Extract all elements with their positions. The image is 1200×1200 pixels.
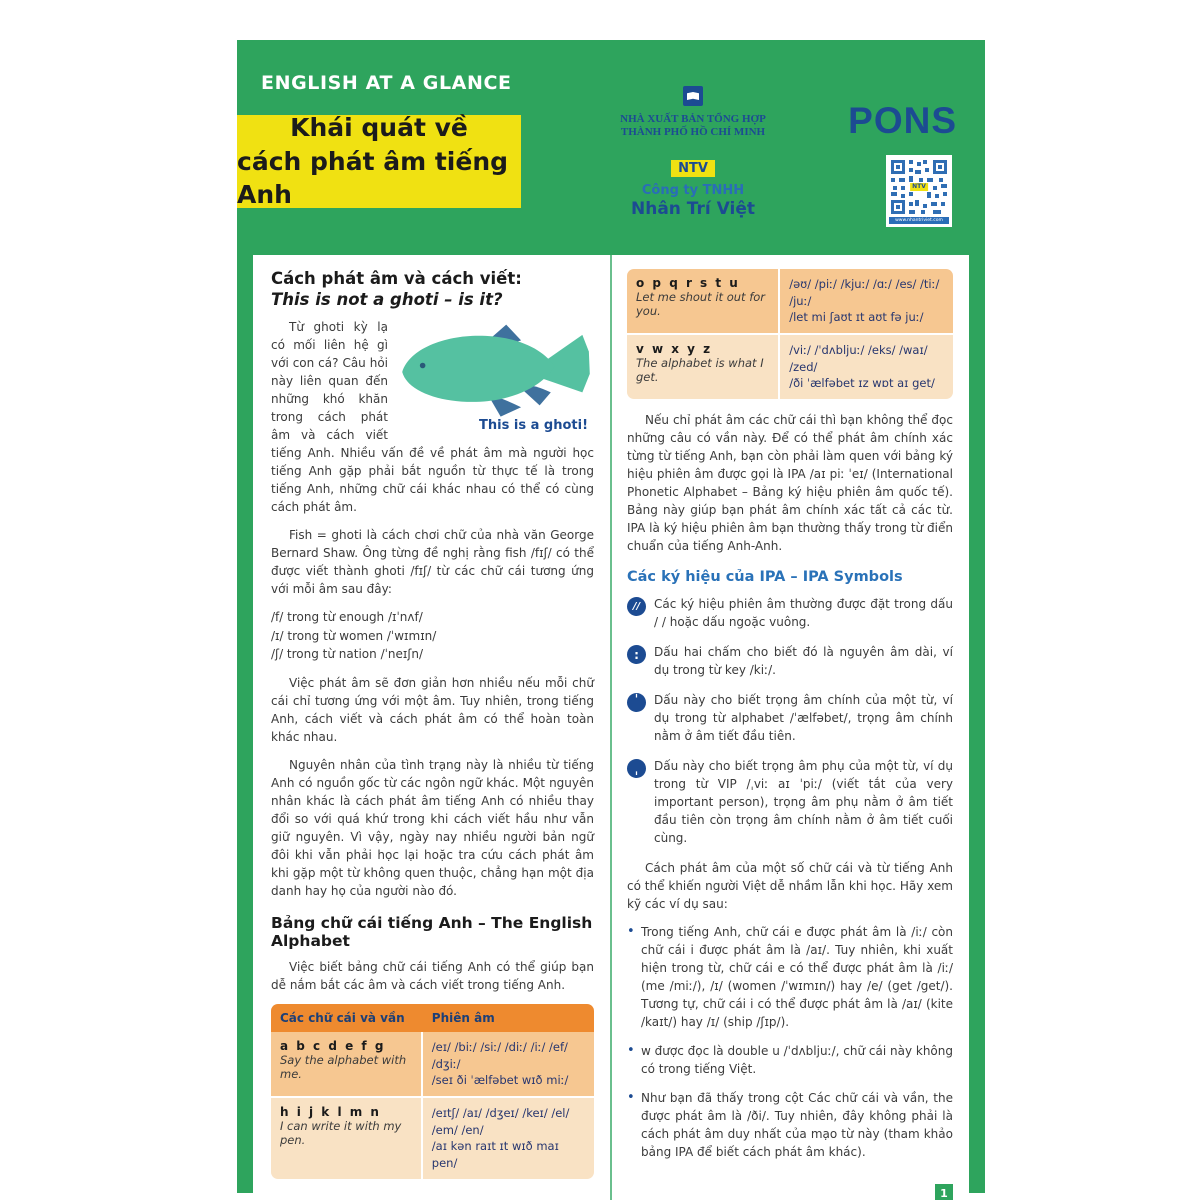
ipa-cell-line1: /eɪtʃ/ /aɪ/ /dʒeɪ/ /keɪ/ /el/ /em/ /en/ bbox=[431, 1106, 570, 1137]
ipa-symbol-item bbox=[627, 757, 953, 847]
bullet-item bbox=[627, 1089, 953, 1161]
qr-ntv-badge: NTV bbox=[912, 182, 926, 190]
confusion-paragraph: Cách phát âm của một số chữ cái và từ tiếng Anh có thể khiến người Việt dễ nhầm lẫn khi học. Hãy xem kỹ các ví dụ sau: bbox=[627, 861, 953, 912]
sentence-cell: I can write it with my pen. bbox=[280, 1119, 402, 1148]
ipa-cell-line1: /viː/ /ˈdʌbljuː/ /eks/ /waɪ/ /zed/ bbox=[789, 343, 928, 374]
bullet-icon: • bbox=[627, 1090, 635, 1106]
company-name: Nhân Trí Việt bbox=[630, 199, 756, 219]
publisher-name-line2: THÀNH PHỐ HỒ CHÍ MINH bbox=[620, 126, 766, 138]
letters-cell: v w x y z bbox=[636, 342, 713, 357]
bullet-text: Trong tiếng Anh, chữ cái e được phát âm là /iː/ còn chữ cái i được phát âm là /aɪ/. Tuy nhiên, khi xuất hiện trong từ, chữ cái e có thể được phát âm là /iː/ (me /miː/), /ɪ/ (women /ˈwɪmɪn/) hay /e/ (get /get/). Tương tự, chữ cái i có thể được phát âm là /aɪ/ (kite /kaɪt/) hay /ɪ/ (ship /ʃɪp/). bbox=[641, 925, 953, 1030]
table-row bbox=[627, 335, 953, 399]
qr-code bbox=[886, 155, 952, 227]
table-row bbox=[271, 1098, 594, 1179]
left-paragraph-2: Fish = ghoti là cách chơi chữ của nhà văn George Bernard Shaw. Ông từng đề nghị rằng fish /fɪʃ/ có thể được viết thành ghoti /fɪʃ/ từ các chữ cái tương ứng với mỗi âm sau đây: bbox=[271, 528, 594, 597]
bullet-item bbox=[627, 1042, 953, 1078]
ipa-cell-line2: /ði ˈælfəbet ɪz wɒt aɪ get/ bbox=[789, 376, 935, 391]
series-title: ENGLISH AT A GLANCE bbox=[261, 72, 512, 94]
main-title-box bbox=[237, 112, 521, 210]
ipa-symbol-text: Dấu này cho biết trọng âm chính của một từ, ví dụ trong từ alphabet /ˈælfəbet/, trọng âm chính nằm ở âm tiết đầu tiên. bbox=[654, 693, 953, 744]
left-paragraph-5: Việc biết bảng chữ cái tiếng Anh có thể giúp bạn dễ nắm bắt các âm và cách viết trong tiếng Anh. bbox=[271, 960, 594, 993]
fish-caption: This is a ghoti! bbox=[479, 418, 588, 434]
company-type: Công ty TNHH bbox=[641, 183, 745, 198]
ipa-symbol-text: Dấu này cho biết trọng âm phụ của một từ, ví dụ trong từ VIP /ˌviː aɪ ˈpiː/ (viết tắt của very important person), trọng âm phụ nằm ở âm tiết đầu tiên còn trọng âm chính nằm ở âm tiết cuối cùng. bbox=[654, 759, 953, 846]
fish-icon bbox=[398, 320, 594, 424]
slashes-symbol-icon: // bbox=[627, 597, 646, 616]
page-number-badge: 1 bbox=[935, 1184, 953, 1200]
table-row bbox=[271, 1032, 594, 1098]
left-heading bbox=[271, 269, 594, 310]
table-col1-header: Các chữ cái và vần bbox=[271, 1004, 423, 1032]
ipa-cell-line1: /əʊ/ /piː/ /kjuː/ /ɑː/ /es/ /tiː/ /juː/ bbox=[789, 277, 940, 308]
ipa-symbols-heading: Các ký hiệu của IPA – IPA Symbols bbox=[627, 569, 903, 586]
publisher-block bbox=[582, 86, 804, 219]
left-paragraph-3: Việc phát âm sẽ đơn giản hơn nhiều nếu mỗi chữ cái chỉ tương ứng với một âm. Tuy nhiên, trong tiếng Anh, cách viết và cách phát âm có thể hoàn toàn khác nhau. bbox=[271, 676, 594, 745]
primary-stress-symbol-icon: ˈ bbox=[627, 693, 646, 712]
phonetic-example: /ɪ/ trong từ women /ˈwɪmɪn/ bbox=[271, 628, 437, 643]
content-area bbox=[253, 255, 969, 1200]
ipa-cell-line1: /eɪ/ /biː/ /siː/ /diː/ /iː/ /ef/ /dʒiː/ bbox=[431, 1040, 568, 1071]
left-paragraph-4: Nguyên nhân của tình trạng này là nhiều từ tiếng Anh có nguồn gốc từ các ngôn ngữ khác. Một nguyên nhân khác là cách phát âm tiếng Anh có nhiều thay đổi so với quá khứ trong khi cách viết hầu như vẫn giữ nguyên. Vì vậy, ngày nay nhiều người bản ngữ đôi khi vẫn phải học lại hoặc tra cứu cách phát âm khi gặp một từ không quen thuộc, chẳng hạn một địa danh hay họ của người nào đó. bbox=[271, 758, 594, 899]
main-title-line1: Khái quát về bbox=[290, 112, 468, 142]
bullet-text: w được đọc là double u /ˈdʌbljuː/, chữ cái này không có trong tiếng Việt. bbox=[641, 1044, 953, 1077]
left-heading-line2: This is not a ghoti – is it? bbox=[271, 289, 503, 309]
secondary-stress-symbol-icon: ˌ bbox=[627, 759, 646, 778]
letters-cell: o p q r s t u bbox=[636, 276, 740, 290]
phonetic-examples bbox=[271, 608, 594, 664]
alphabet-section-heading: Bảng chữ cái tiếng Anh – The English Alphabet bbox=[271, 914, 593, 951]
ipa-cell-line2: /aɪ kən raɪt ɪt wɪð maɪ pen/ bbox=[431, 1139, 559, 1171]
bullet-icon: • bbox=[627, 924, 635, 940]
right-column bbox=[610, 255, 969, 1200]
sentence-cell: Let me shout it out for you. bbox=[636, 290, 766, 318]
bullet-text: Như bạn đã thấy trong cột Các chữ cái và vần, the được phát âm là /ði/. Tuy nhiên, đây không phải là cách phát âm duy nhất của mạo từ này (tham khảo bảng IPA để biết cách phát âm khác). bbox=[641, 1091, 953, 1160]
alphabet-table-continued bbox=[627, 269, 953, 399]
ipa-symbol-item bbox=[627, 691, 953, 745]
ntv-badge: NTV bbox=[671, 160, 715, 177]
phonetic-example: /f/ trong từ enough /ɪˈnʌf/ bbox=[271, 610, 423, 625]
fish-illustration bbox=[398, 320, 594, 433]
bullet-item bbox=[627, 923, 953, 1031]
left-heading-line1: Cách phát âm và cách viết: bbox=[271, 269, 522, 288]
alphabet-table bbox=[271, 1004, 594, 1179]
publisher-logo-icon bbox=[683, 86, 703, 106]
sentence-cell: Say the alphabet with me. bbox=[280, 1053, 407, 1082]
colon-symbol-icon: : bbox=[627, 645, 646, 664]
publisher-name-line1: NHÀ XUẤT BẢN TỔNG HỢP bbox=[620, 113, 766, 125]
pons-logo: PONS bbox=[848, 100, 957, 141]
qr-caption: www.nhantriviet.com bbox=[889, 217, 949, 224]
bullet-icon: • bbox=[627, 1043, 635, 1059]
ipa-cell-line2: /let mi ʃaʊt ɪt aʊt fə juː/ bbox=[789, 310, 924, 325]
ipa-symbol-item bbox=[627, 643, 953, 679]
right-intro-paragraph: Nếu chỉ phát âm các chữ cái thì bạn không thể đọc những câu có vần này. Để có thể phát âm chính xác từng từ tiếng Anh, bạn còn phải làm quen với bảng ký hiệu phiên âm được gọi là IPA /aɪ piː ˈeɪ/ (International Phonetic Alphabet – Bảng ký hiệu phiên âm quốc tế). Bảng này giúp bạn phát âm chính xác tất cả các từ. IPA là ký hiệu phiên âm bạn thường thấy trong từ điển chuẩn của tiếng Anh-Anh. bbox=[627, 413, 953, 554]
ipa-symbol-text: Dấu hai chấm cho biết đó là nguyên âm dài, ví dụ trong từ key /kiː/. bbox=[654, 645, 953, 678]
left-paragraph-1: Từ ghoti kỳ lạ có mối liên hệ gì với con cá? Câu hỏi này liên quan đến những khó khăn trong cách phát âm và cách viết tiếng Anh. Nhiều vấn đề về phát âm mà người học tiếng Anh gặp phải bắt nguồn từ thực tế là trong tiếng Anh, những chữ cái khác nhau có thể có cùng cách phát âm. bbox=[271, 320, 594, 515]
left-column bbox=[253, 255, 610, 1200]
leaflet-page bbox=[237, 40, 985, 1200]
letters-cell: a b c d e f g bbox=[280, 1039, 386, 1054]
table-row bbox=[627, 269, 953, 335]
sentence-cell: The alphabet is what I get. bbox=[636, 356, 764, 385]
phonetic-example: /ʃ/ trong từ nation /ˈneɪʃn/ bbox=[271, 647, 424, 662]
letters-cell: h i j k l m n bbox=[280, 1105, 381, 1120]
table-header-row bbox=[271, 1004, 594, 1032]
ipa-symbol-text: Các ký hiệu phiên âm thường được đặt trong dấu / / hoặc dấu ngoặc vuông. bbox=[654, 597, 953, 630]
table-col2-header: Phiên âm bbox=[423, 1004, 594, 1032]
ipa-symbol-item bbox=[627, 595, 953, 631]
main-title-line2: cách phát âm tiếng Anh bbox=[237, 146, 509, 210]
ipa-cell-line2: /seɪ ði ˈælfəbet wɪð miː/ bbox=[431, 1073, 569, 1088]
